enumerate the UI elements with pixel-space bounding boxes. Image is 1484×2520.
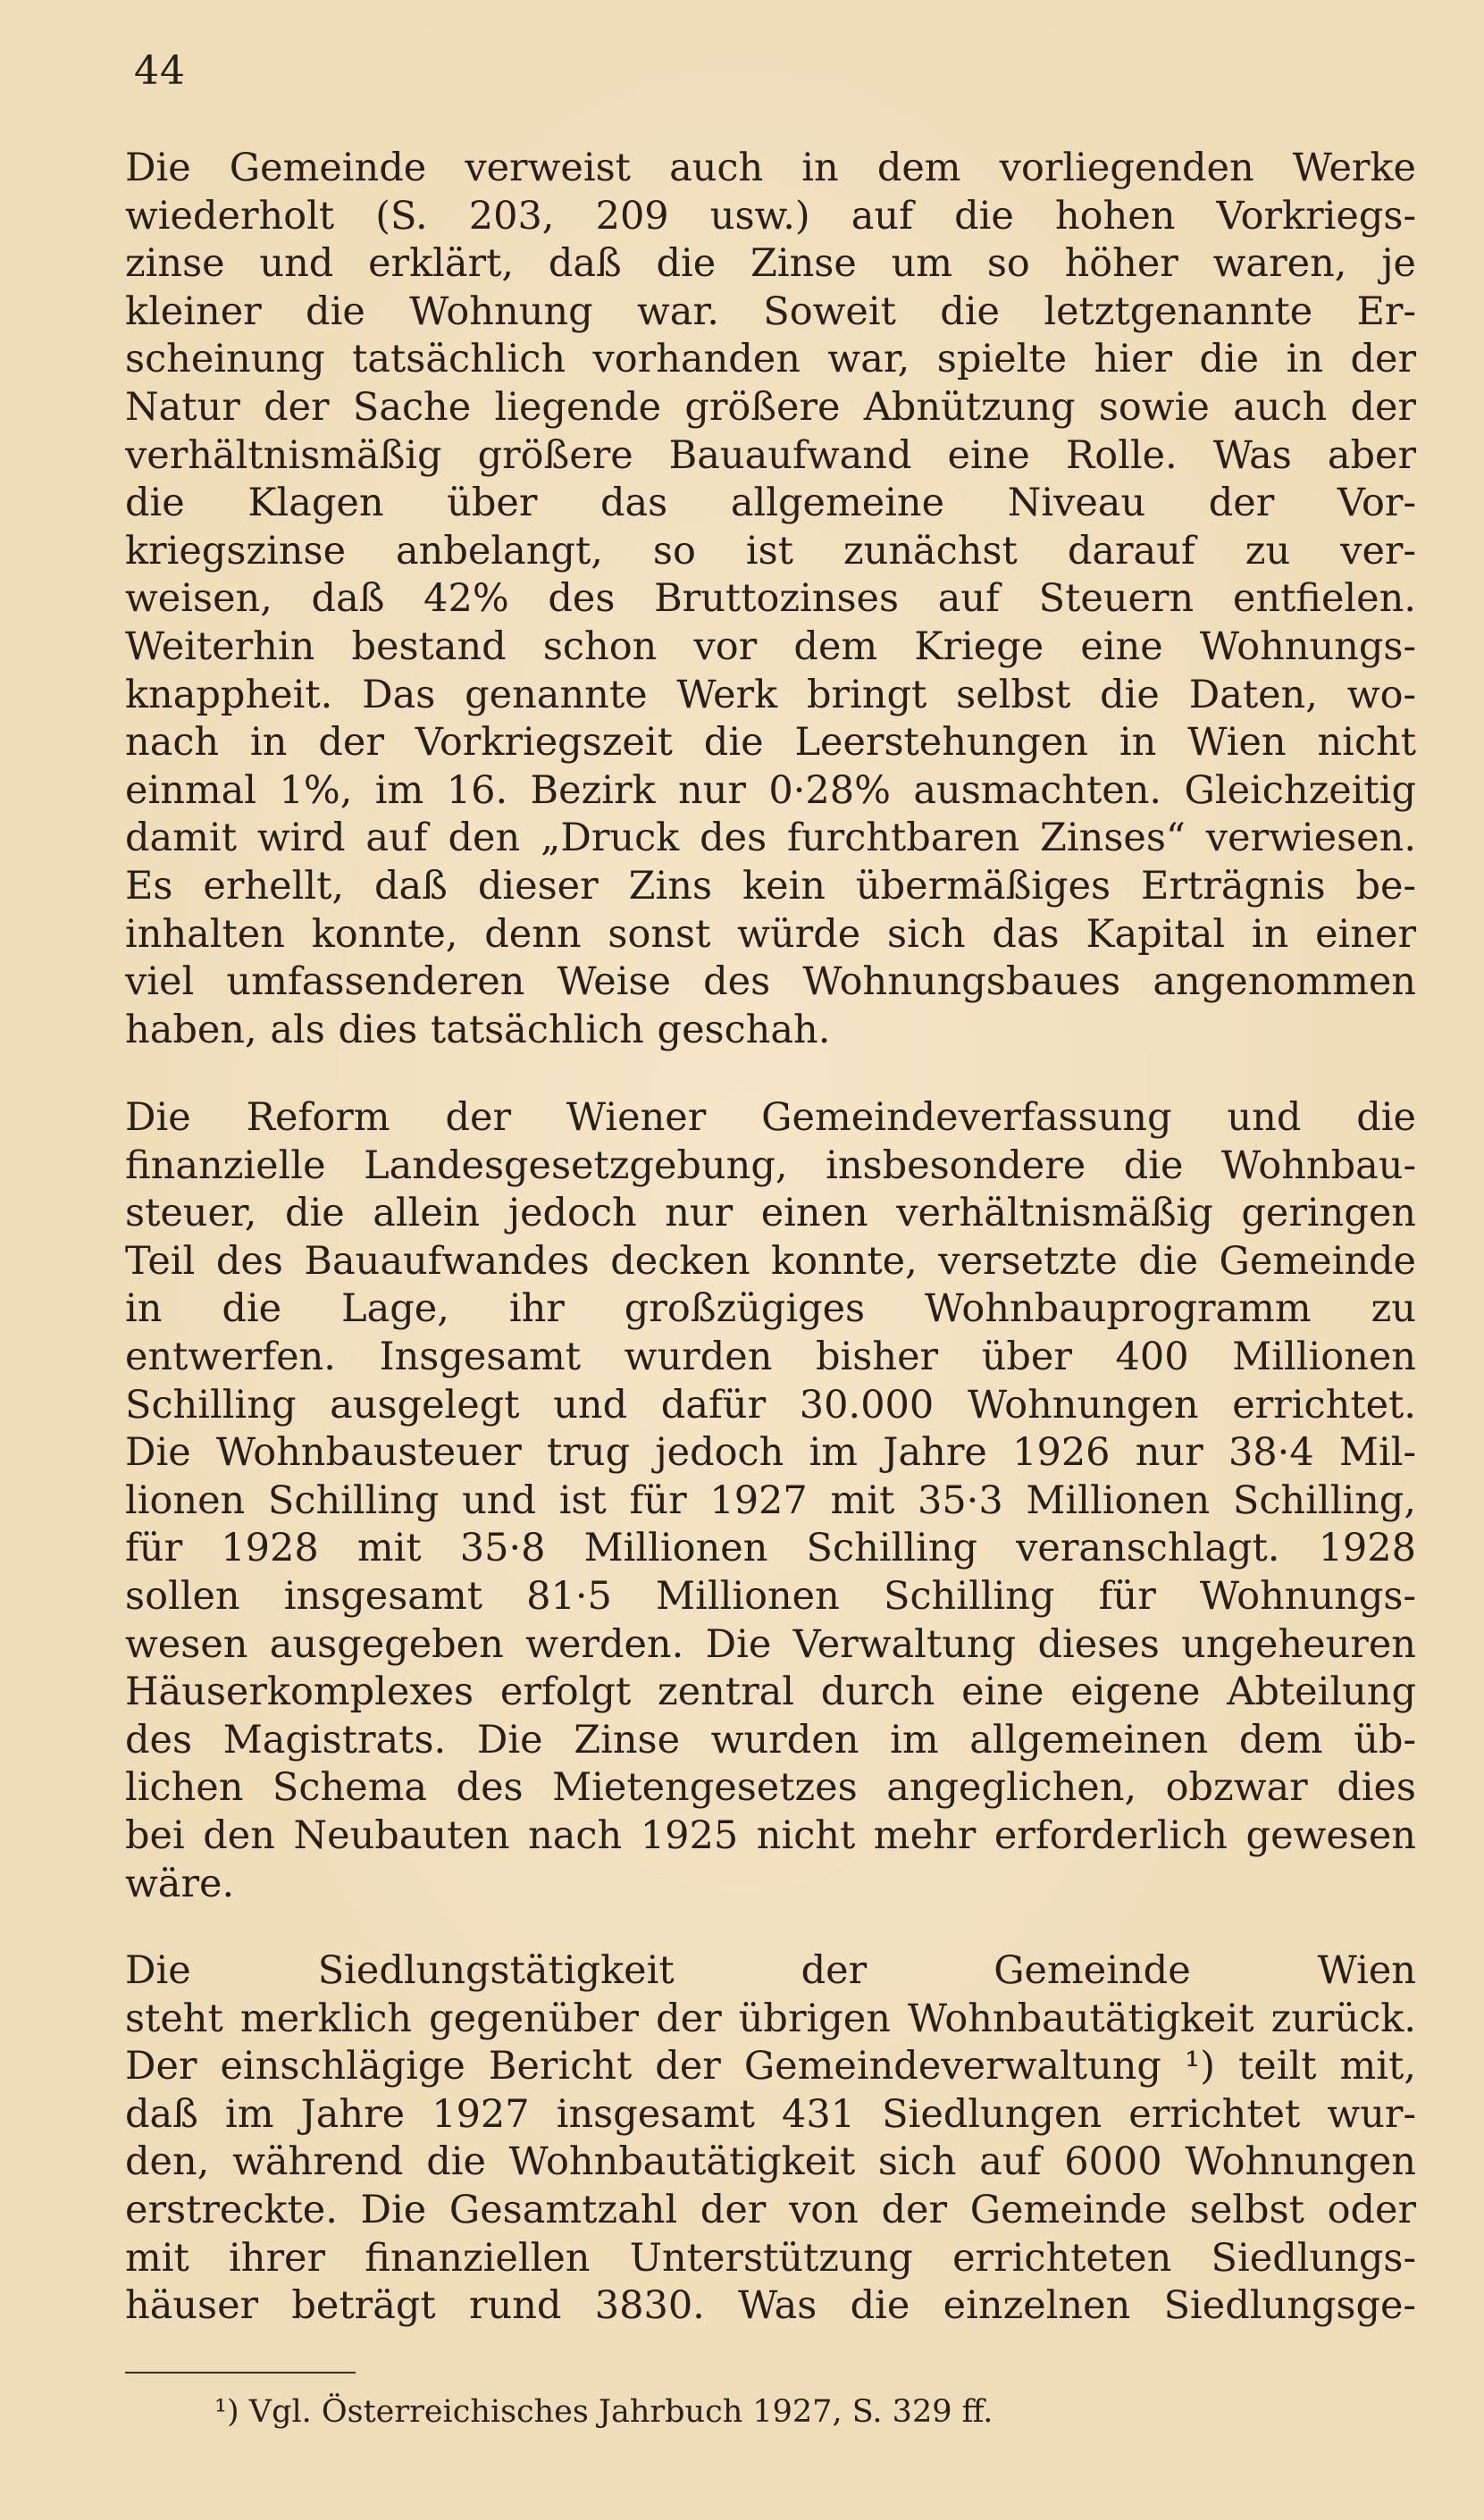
text-line: daß im Jahre 1927 insgesamt 431 Siedlungen errichtet wur- bbox=[125, 2091, 1416, 2137]
text-line: wäre. bbox=[125, 1861, 235, 1906]
text-line: Die Reform der Wiener Gemeindeverfassung und die bbox=[125, 1095, 1416, 1140]
text-line: Weiterhin bestand schon vor dem Kriege eine Wohnungs- bbox=[125, 624, 1416, 669]
paragraph-1 bbox=[125, 145, 1416, 1054]
text-line: häuser beträgt rund 3830. Was die einzelnen Siedlungsge- bbox=[125, 2283, 1416, 2329]
text-line: nach in der Vorkriegszeit die Leerstehungen in Wien nicht bbox=[125, 720, 1416, 766]
text-line: mit ihrer finanziellen Unterstützung errichteten Siedlungs- bbox=[125, 2235, 1416, 2281]
paragraph-2 bbox=[125, 1094, 1416, 1908]
footnote: ¹) Vgl. Österreichisches Jahrbuch 1927, S. 329 ff. bbox=[214, 2394, 994, 2430]
text-line: Die Gemeinde verweist auch in dem vorliegenden Werke bbox=[125, 146, 1416, 190]
text-line: bei den Neubauten nach 1925 nicht mehr erforderlich gewesen bbox=[125, 1813, 1416, 1858]
text-line: viel umfassenderen Weise des Wohnungsbaues angenommen bbox=[125, 959, 1416, 1005]
text-line: inhalten konnte, denn sonst würde sich das Kapital in einer bbox=[125, 911, 1416, 957]
text-line: steuer, die allein jedoch nur einen verhältnismäßig geringen bbox=[125, 1191, 1416, 1236]
text-line: lionen Schilling und ist für 1927 mit 35·3 Millionen Schilling, bbox=[125, 1478, 1416, 1523]
text-line: damit wird auf den „Druck des furchtbaren Zinses“ verwiesen. bbox=[125, 816, 1416, 861]
text-line: die Klagen über das allgemeine Niveau der Vor- bbox=[125, 481, 1416, 526]
text-line: haben, als dies tatsächlich geschah. bbox=[125, 1007, 831, 1052]
text-line: weisen, daß 42% des Bruttozinses auf Steuern entfielen. bbox=[125, 576, 1416, 622]
text-line: Natur der Sache liegende größere Abnützung sowie auch der bbox=[125, 384, 1416, 430]
text-line: knappheit. Das genannte Werk bringt selbst die Daten, wo- bbox=[125, 672, 1416, 717]
text-line: kleiner die Wohnung war. Soweit die letztgenannte Er- bbox=[125, 289, 1416, 334]
footnote-divider bbox=[125, 2372, 356, 2373]
text-line: Häuserkomplexes erfolgt zentral durch eine eigene Abteilung bbox=[125, 1670, 1416, 1715]
text-line: entwerfen. Insgesamt wurden bisher über 400 Millionen bbox=[125, 1334, 1416, 1379]
text-line: Teil des Bauaufwandes decken konnte, versetzte die Gemeinde bbox=[125, 1238, 1416, 1284]
text-line: steht merklich gegenüber der übrigen Wohnbautätigkeit zurück. bbox=[125, 1996, 1416, 2041]
text-line: in die Lage, ihr großzügiges Wohnbauprogramm zu bbox=[125, 1286, 1416, 1332]
paragraph-3 bbox=[125, 1947, 1416, 2331]
text-line: Der einschlägige Bericht der Gemeindeverwaltung ¹) teilt mit, bbox=[125, 2044, 1416, 2089]
text-line: des Magistrats. Die Zinse wurden im allgemeinen dem üb- bbox=[125, 1717, 1416, 1762]
text-line: finanzielle Landesgesetzgebung, insbesondere die Wohnbau- bbox=[125, 1143, 1416, 1188]
text-line: wiederholt (S. 203, 209 usw.) auf die hohen Vorkriegs- bbox=[125, 193, 1416, 239]
text-line: Die Wohnbausteuer trug jedoch im Jahre 1926 nur 38·4 Mil- bbox=[125, 1430, 1416, 1476]
text-line: verhältnismäßig größere Bauaufwand eine Rolle. Was aber bbox=[125, 432, 1416, 478]
text-line: erstreckte. Die Gesamtzahl der von der Gemeinde selbst oder bbox=[125, 2187, 1416, 2232]
text-line: Die Siedlungstätigkeit der Gemeinde Wien bbox=[125, 1948, 1416, 1993]
text-line: scheinung tatsächlich vorhanden war, spielte hier die in der bbox=[125, 337, 1416, 382]
text-line: sollen insgesamt 81·5 Millionen Schilling für Wohnungs- bbox=[125, 1573, 1416, 1619]
text-line: kriegszinse anbelangt, so ist zunächst darauf zu ver- bbox=[125, 528, 1416, 573]
text-line: wesen ausgegeben werden. Die Verwaltung dieses ungeheuren bbox=[125, 1621, 1416, 1667]
text-line: Schilling ausgelegt und dafür 30.000 Wohnungen errichtet. bbox=[125, 1382, 1416, 1427]
page-number: 44 bbox=[134, 48, 186, 94]
text-line: zinse und erklärt, daß die Zinse um so höher waren, je bbox=[125, 241, 1416, 287]
text-line: einmal 1%, im 16. Bezirk nur 0·28% ausmachten. Gleichzeitig bbox=[125, 767, 1416, 813]
text-line: lichen Schema des Mietengesetzes angeglichen, obzwar dies bbox=[125, 1765, 1416, 1811]
text-line: Es erhellt, daß dieser Zins kein übermäßiges Erträgnis be- bbox=[125, 863, 1416, 908]
text-line: den, während die Wohnbautätigkeit sich auf 6000 Wohnungen bbox=[125, 2139, 1416, 2185]
text-line: für 1928 mit 35·8 Millionen Schilling veranschlagt. 1928 bbox=[125, 1526, 1416, 1571]
